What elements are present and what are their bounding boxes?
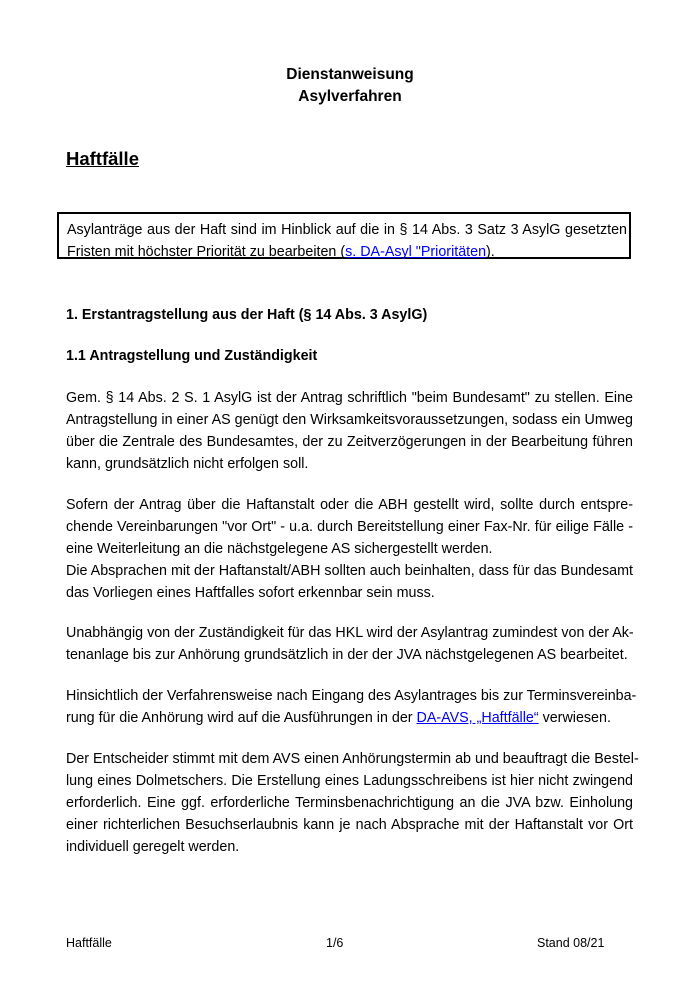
paragraph-6-line: erforderlich. Eine ggf. erforderliche Terminsbenachrichtigung an die JVA bzw. Einholung (66, 795, 633, 811)
paragraph-4-line: Unabhängig von der Zuständigkeit für das HKL wird der Asylantrag zumindest von der Ak- (66, 625, 634, 641)
priority-notice-box (57, 212, 631, 259)
paragraph-6-line: lung eines Dolmetschers. Die Erstellung eines Ladungsschreibens ist hier nicht zwingend (66, 773, 633, 789)
title-line-1: Dienstanweisung (286, 66, 414, 83)
paragraph-3-line: Die Absprachen mit der Haftanstalt/ABH sollten auch beinhalten, dass für das Bundesamt (66, 563, 633, 579)
da-asyl-prioritaeten-link[interactable]: s. DA-Asyl "Prioritäten (345, 244, 487, 260)
paragraph-6-line: Der Entscheider stimmt mit dem AVS einen Anhörungstermin ab und beauftragt die Bestel- (66, 751, 639, 767)
paragraph-3-line: das Vorliegen eines Haftfalles sofort erkennbar sein muss. (66, 585, 435, 601)
paragraph-4 (66, 622, 633, 666)
paragraph-1-line: kann, grundsätzlich nicht erfolgen soll. (66, 456, 309, 472)
paragraph-2-line: Sofern der Antrag über die Haftanstalt oder die ABH gestellt wird, sollte durch entspre- (66, 497, 633, 513)
footer-section-name: Haftfälle (66, 936, 112, 950)
paragraph-1 (66, 387, 633, 475)
paragraph-1-line: Gem. § 14 Abs. 2 S. 1 AsylG ist der Antrag schriftlich "beim Bundesamt" zu stellen. Eine (66, 390, 633, 406)
footer-page-number: 1/6 (326, 936, 344, 950)
paragraph-2 (66, 494, 633, 560)
paragraph-5-line-2 (66, 707, 633, 729)
paragraph-4-line: tenanlage bis zur Anhörung grundsätzlich in der der JVA nächstgelegenen AS bearbeitet. (66, 647, 628, 663)
paragraph-1-line: über die Zentrale des Bundesamtes, der zu Zeitverzögerungen in der Bearbeitung führen (66, 434, 633, 450)
document-title (0, 64, 700, 108)
paragraph-5-line: Hinsichtlich der Verfahrensweise nach Eingang des Asylantrages bis zur Terminsvereinba- (66, 688, 637, 704)
footer-version-date: Stand 08/21 (537, 936, 605, 950)
paragraph-6-line: einer richterlichen Besuchserlaubnis kann je nach Absprache mit der Haftanstalt vor Ort (66, 817, 633, 833)
paragraph-2-line: eine Weiterleitung an die nächstgelegene AS sichergestellt werden. (66, 541, 493, 557)
notice-line-1: Asylanträge aus der Haft sind im Hinblick auf die in § 14 Abs. 3 Satz 3 AsylG gesetzten (67, 222, 627, 238)
paragraph-1-line: Antragstellung in einer AS genügt den Wirksamkeitsvoraussetzungen, sodass ein Umweg (66, 412, 633, 428)
paragraph-5 (66, 685, 637, 729)
paragraph-6 (66, 748, 639, 858)
paragraph-6-line: individuell geregelt werden. (66, 839, 240, 855)
paragraph-2-line: chende Vereinbarungen "vor Ort" - u.a. durch Bereitstellung einer Fax-Nr. für eilige Fälle - (66, 519, 633, 535)
paragraph-5-end: verwiesen. (538, 710, 611, 726)
notice-line-2-end: ). (486, 244, 495, 260)
title-line-2: Asylverfahren (298, 88, 402, 105)
paragraph-3 (66, 560, 633, 604)
da-avs-haftfaelle-link[interactable]: DA-AVS, „Haftfälle“ (416, 710, 539, 726)
heading-antragstellung-zustaendigkeit: 1.1 Antragstellung und Zuständigkeit (66, 348, 318, 364)
notice-line-2-text: Fristen mit höchster Priorität zu bearbeiten ( (67, 244, 346, 260)
paragraph-5-text: rung für die Anhörung wird auf die Ausführungen in der (66, 710, 417, 726)
heading-erstantragstellung: 1. Erstantragstellung aus der Haft (§ 14 Abs. 3 AsylG) (66, 307, 428, 323)
section-title: Haftfälle (66, 148, 139, 169)
notice-line-2 (67, 241, 629, 263)
